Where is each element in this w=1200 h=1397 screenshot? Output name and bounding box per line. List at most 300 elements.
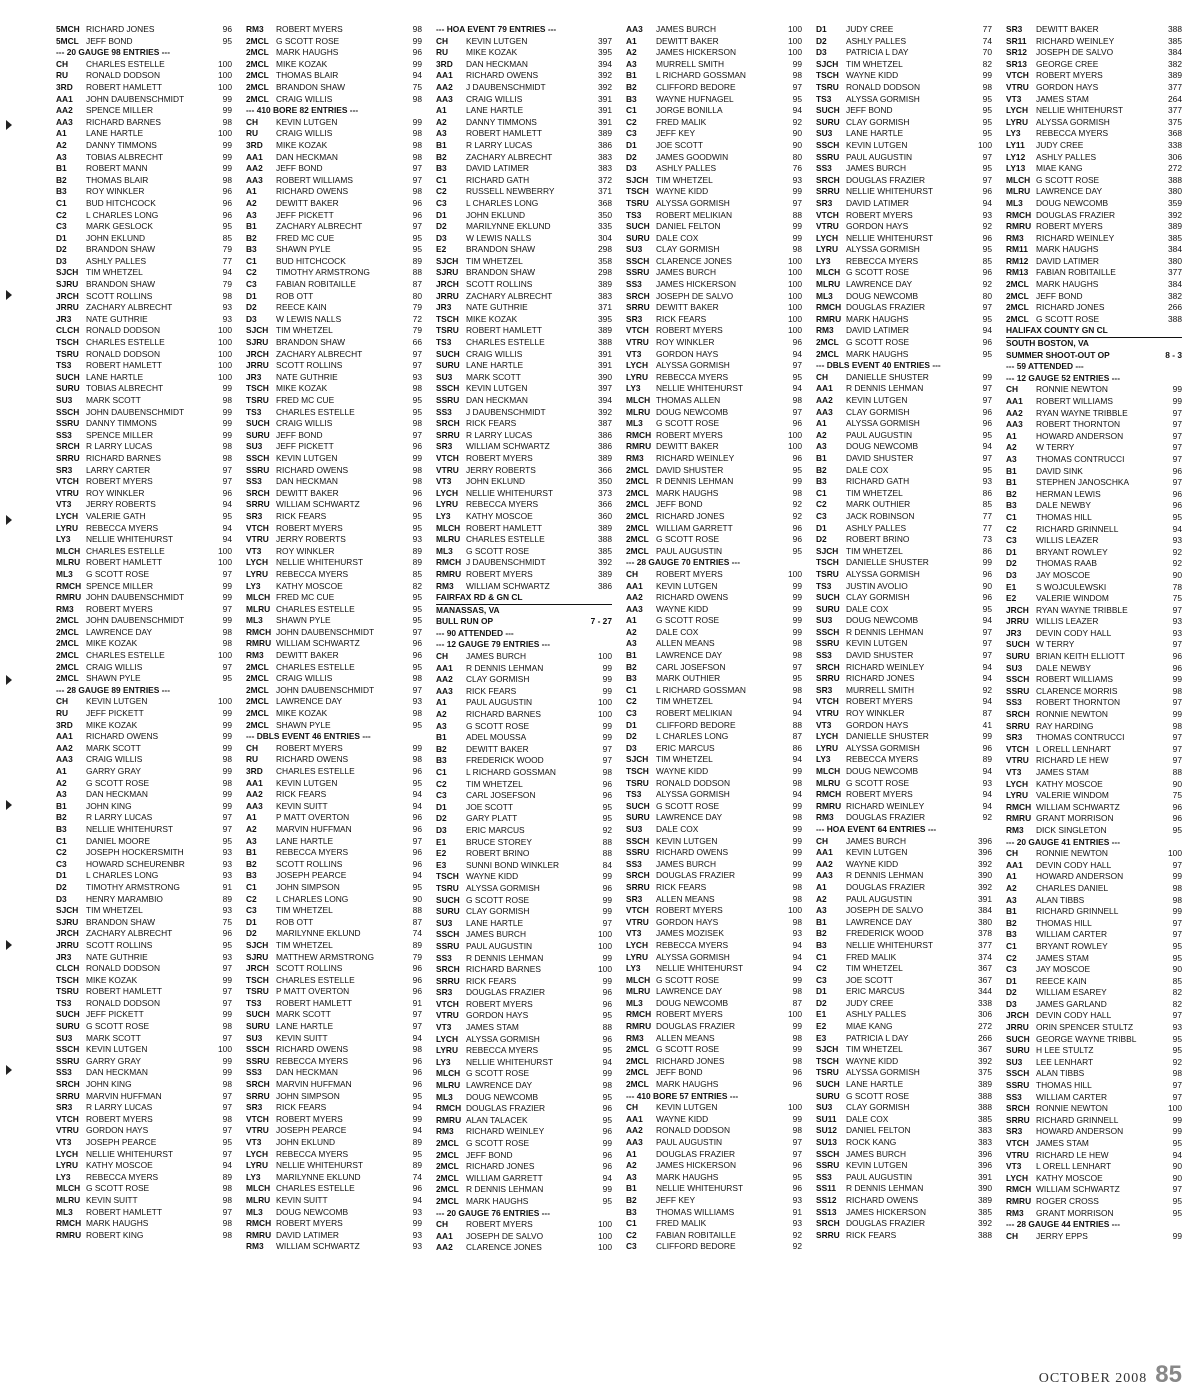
class-code: CH — [1006, 848, 1019, 859]
score: 98 — [222, 626, 232, 637]
result-row — [246, 430, 422, 442]
score: 95 — [792, 371, 802, 382]
shooter-name: ROBERT MYERS — [276, 1218, 343, 1229]
shooter-name: NELLIE WHITEHURST — [86, 534, 174, 545]
score: 95 — [1172, 940, 1182, 951]
shooter-name: JAMES BURCH — [466, 651, 527, 662]
class-code: 2MCL — [436, 1184, 459, 1195]
score: 98 — [1172, 882, 1182, 893]
class-code: A3 — [1006, 453, 1017, 464]
class-code: LYRU — [626, 371, 649, 382]
class-code: B2 — [56, 174, 67, 185]
shooter-name: JEFF BOND — [846, 105, 893, 116]
score: 98 — [412, 128, 422, 139]
result-row — [246, 836, 422, 848]
shooter-name: ROBERT MYERS — [86, 476, 153, 487]
result-row — [436, 291, 612, 303]
class-code: C2 — [1006, 523, 1017, 534]
shooter-name: WILLIAM ESAREY — [1036, 987, 1107, 998]
shooter-name: JERRY ROBERTS — [276, 534, 346, 545]
result-row — [816, 604, 992, 616]
score: 95 — [412, 1090, 422, 1101]
score: 371 — [598, 302, 612, 313]
score: 89 — [412, 557, 422, 568]
shooter-name: L CHARLES LONG — [276, 893, 349, 904]
result-row — [56, 441, 232, 453]
score: 94 — [792, 754, 802, 765]
shooter-name: MARK HAUGHS — [656, 1171, 719, 1182]
class-code: VTRU — [816, 221, 839, 232]
shooter-name: JOE SCOTT — [846, 974, 893, 985]
class-code: AA3 — [1006, 419, 1023, 430]
class-code: VT3 — [436, 476, 452, 487]
score: 99 — [602, 1184, 612, 1195]
score: 92 — [792, 116, 802, 127]
results-columns — [56, 24, 1182, 1354]
shooter-name: DEWITT BAKER — [1036, 24, 1099, 34]
score: 94 — [982, 441, 992, 452]
shooter-name: JOHN DAUBENSCHMIDT — [86, 615, 185, 626]
score: 335 — [598, 221, 612, 232]
class-code: LY3 — [436, 510, 451, 521]
shooter-name: KEVIN LUTGEN — [846, 395, 908, 405]
shooter-name: ROBERT WILLIAMS — [276, 174, 353, 185]
shooter-name: TIM WHETZEL — [846, 487, 903, 498]
result-row — [626, 291, 802, 303]
score: 95 — [1172, 952, 1182, 963]
score: 394 — [598, 58, 612, 69]
score: 386 — [598, 139, 612, 150]
shooter-name: JOHN KING — [86, 1079, 132, 1090]
score: 96 — [982, 337, 992, 348]
score: 99 — [792, 766, 802, 776]
score: 89 — [412, 939, 422, 950]
score: 95 — [602, 1010, 612, 1021]
result-row — [626, 47, 802, 59]
score: 97 — [222, 963, 232, 974]
class-code: E2 — [1006, 593, 1017, 604]
score: 93 — [792, 928, 802, 939]
class-code: VTRU — [816, 708, 839, 719]
result-row — [816, 778, 992, 790]
score: 385 — [1168, 232, 1182, 243]
class-code: VTCH — [1006, 70, 1029, 81]
shooter-name: RICHARD WEINLEY — [1036, 232, 1115, 243]
result-row — [816, 975, 992, 987]
class-code: ML3 — [436, 545, 453, 556]
shooter-name: FABIAN ROBITAILLE — [1036, 267, 1116, 278]
shooter-name: JORGE BONILLA — [656, 105, 723, 116]
class-code: LYCH — [56, 1148, 79, 1159]
result-row — [246, 244, 422, 256]
score: 85 — [982, 255, 992, 266]
score: 94 — [982, 615, 992, 626]
result-row — [246, 24, 422, 36]
result-row — [816, 1091, 992, 1103]
shooter-name: STEPHEN JANOSCHKA — [1036, 477, 1130, 488]
class-code: RMRU — [1006, 221, 1032, 232]
shooter-name: ROBERT MANN — [86, 163, 148, 174]
score: 97 — [1172, 697, 1182, 708]
score: 97 — [412, 1009, 422, 1020]
class-code: SUCH — [246, 1009, 270, 1020]
score: 96 — [792, 522, 802, 533]
result-row — [626, 731, 802, 743]
score: 96 — [412, 858, 422, 869]
class-code: CH — [626, 1102, 639, 1113]
result-row — [56, 592, 232, 604]
class-code: 2MCL — [56, 673, 79, 684]
result-row — [1006, 408, 1182, 420]
class-code: D1 — [626, 139, 637, 150]
class-code: B1 — [816, 916, 827, 927]
result-row — [56, 221, 232, 233]
score: 98 — [222, 174, 232, 185]
result-row — [1006, 1126, 1182, 1138]
class-code: SR3 — [1006, 24, 1023, 34]
result-row — [56, 789, 232, 801]
class-code: 2MCL — [246, 35, 269, 46]
result-row — [626, 1149, 802, 1161]
result-row — [56, 604, 232, 616]
shooter-name: ROBERT HAMLETT — [86, 557, 163, 568]
shooter-name: DANNY TIMMONS — [86, 139, 157, 150]
shooter-name: ERIC MARCUS — [466, 824, 525, 835]
score: 92 — [792, 1229, 802, 1240]
score: 366 — [598, 499, 612, 510]
shooter-name: RICHARD JONES — [846, 673, 915, 684]
result-row — [246, 1079, 422, 1091]
class-code: VT3 — [626, 928, 642, 939]
shooter-name: TIM WHETZEL — [86, 905, 143, 916]
class-code: SR3 — [1006, 1126, 1023, 1137]
shooter-name: MARK SCOTT — [86, 395, 141, 405]
result-row — [56, 743, 232, 755]
score: 95 — [412, 603, 422, 614]
score: 94 — [792, 696, 802, 707]
score: 395 — [598, 313, 612, 324]
class-code: CH — [436, 35, 449, 46]
result-row — [246, 221, 422, 233]
score: 98 — [222, 1183, 232, 1194]
result-row — [56, 1149, 232, 1161]
shooter-name: KATHY MOSCOE — [276, 580, 343, 591]
binding-mark-icon — [6, 290, 12, 300]
result-row — [1006, 291, 1182, 303]
class-code: RM3 — [1006, 1207, 1024, 1218]
shooter-name: TIM WHETZEL — [466, 778, 523, 789]
score: 95 — [1172, 1195, 1182, 1206]
class-code: A2 — [1006, 442, 1017, 453]
result-row — [816, 1137, 992, 1149]
result-row — [246, 952, 422, 964]
shooter-name: CHARLES ESTELLE — [276, 974, 355, 985]
score: 98 — [222, 395, 232, 405]
score: 96 — [602, 998, 612, 1009]
shooter-name: CHARLES ESTELLE — [276, 1183, 355, 1194]
class-code: LY3 — [246, 580, 261, 591]
result-row — [1006, 605, 1182, 617]
class-code: LYRU — [436, 1045, 459, 1056]
class-code: SRCH — [1006, 709, 1030, 720]
score: 96 — [982, 418, 992, 429]
result-row — [1006, 674, 1182, 686]
shooter-name: DOUGLAS FRAZIER — [846, 302, 926, 313]
class-code: 2MCL — [246, 719, 269, 730]
result-row — [56, 1218, 232, 1230]
shooter-name: KEVIN LUTGEN — [656, 580, 718, 591]
result-row — [436, 337, 612, 349]
result-row — [816, 952, 992, 964]
shooter-name: ROBERT WILLIAMS — [1036, 396, 1113, 406]
shooter-name: LANE HARTLE — [846, 128, 904, 139]
score: 386 — [598, 580, 612, 591]
shooter-name: DOUG NEWCOMB — [846, 441, 919, 452]
result-row — [626, 1218, 802, 1230]
result-row — [1006, 1010, 1182, 1022]
result-row — [816, 812, 992, 824]
result-row — [56, 59, 232, 71]
score: 90 — [1172, 1172, 1182, 1183]
shooter-name: LAWRENCE DAY — [846, 279, 913, 290]
shooter-name: DALE NEWBY — [1036, 662, 1091, 673]
shooter-name: JEFF KEY — [656, 128, 696, 139]
result-row — [56, 754, 232, 766]
result-row — [816, 82, 992, 94]
score: 98 — [1172, 720, 1182, 731]
result-row — [816, 163, 992, 175]
class-code: CH — [246, 116, 259, 127]
class-code: TSRU — [816, 568, 839, 579]
class-code: 3RD — [56, 719, 73, 730]
result-row — [816, 673, 992, 685]
shooter-name: WAYNE HUFNAGEL — [656, 93, 734, 104]
result-row — [246, 1195, 422, 1207]
result-row — [816, 1056, 992, 1068]
binding-mark-icon — [6, 675, 12, 685]
meet-heading — [436, 616, 612, 628]
shooter-name: RICHARD GRINNELL — [1036, 523, 1119, 534]
class-code: JRCH — [436, 279, 459, 290]
shooter-name: LAWRENCE DAY — [276, 696, 343, 707]
class-code: CH — [246, 742, 259, 753]
class-code: SS3 — [816, 163, 832, 174]
shooter-name: ASHLY PALLES — [656, 163, 717, 174]
shooter-name: R DENNIS LEHMAN — [466, 662, 544, 673]
class-code: C3 — [436, 197, 447, 208]
class-code: D1 — [436, 801, 447, 812]
result-row — [436, 686, 612, 698]
class-code: B1 — [626, 1183, 637, 1194]
result-row — [436, 941, 612, 953]
result-row — [436, 175, 612, 187]
score: 100 — [788, 1009, 802, 1020]
shooter-name: SPENCE MILLER — [86, 580, 154, 591]
shooter-name: BRANDON SHAW — [466, 267, 536, 278]
class-code: A3 — [246, 209, 257, 220]
result-row — [626, 824, 802, 836]
class-code: RU — [56, 708, 69, 719]
class-code: AA3 — [436, 685, 453, 696]
class-code: B1 — [246, 221, 257, 232]
class-code: 2MCL — [626, 534, 649, 545]
class-code: MLCH — [436, 522, 461, 533]
class-code: SU12 — [816, 1125, 837, 1136]
result-row — [626, 569, 802, 581]
result-row — [1006, 1161, 1182, 1173]
result-row — [816, 325, 992, 337]
class-code: B1 — [56, 800, 67, 811]
score: 41 — [982, 719, 992, 730]
score: 100 — [218, 557, 232, 568]
class-code: LY3 — [816, 255, 831, 266]
score: 93 — [1172, 627, 1182, 638]
score: 99 — [792, 221, 802, 232]
shooter-name: ALYSSA GORMISH — [846, 93, 920, 104]
score: 97 — [792, 360, 802, 371]
score: 93 — [792, 1194, 802, 1205]
score: 383 — [598, 151, 612, 162]
result-row — [436, 105, 612, 117]
result-row — [436, 918, 612, 930]
result-row — [246, 1137, 422, 1149]
class-code: SSRU — [246, 464, 270, 475]
class-code: C3 — [1006, 964, 1017, 975]
result-row — [246, 534, 422, 546]
shooter-name: FRED MC CUE — [276, 232, 335, 243]
class-code: SJCH — [816, 58, 839, 69]
class-code: AA3 — [56, 754, 73, 765]
result-row — [56, 407, 232, 419]
class-code: RM3 — [1006, 232, 1024, 243]
class-code: RMCH — [1006, 801, 1032, 812]
score: 94 — [602, 1056, 612, 1067]
shooter-name: WAYNE KIDD — [656, 186, 709, 197]
class-code: SS3 — [436, 406, 452, 417]
result-row — [56, 894, 232, 906]
result-row — [246, 801, 422, 813]
result-row — [246, 1033, 422, 1045]
score: 99 — [602, 685, 612, 696]
result-row — [1006, 477, 1182, 489]
score: 99 — [792, 186, 802, 197]
shooter-name: CHARLES ESTELLE — [466, 534, 545, 545]
score: 99 — [1172, 871, 1182, 882]
score: 95 — [222, 1137, 232, 1147]
shooter-name: ALYSSA GORMISH — [1036, 116, 1110, 127]
score: 95 — [412, 592, 422, 603]
result-row — [1006, 1115, 1182, 1127]
class-code: 2MCL — [626, 476, 649, 487]
score: 92 — [792, 1241, 802, 1252]
shooter-name: JAMES BURCH — [846, 835, 907, 846]
result-row — [816, 198, 992, 210]
class-code: MLCH — [56, 545, 81, 556]
result-row — [436, 47, 612, 59]
class-code: E1 — [1006, 581, 1017, 592]
result-row — [626, 210, 802, 222]
meet-date: 7 - 27 — [590, 616, 612, 627]
result-row — [246, 708, 422, 720]
score: 97 — [222, 823, 232, 834]
score: 96 — [222, 186, 232, 197]
class-code: B2 — [1006, 488, 1017, 499]
class-code: VTRU — [1006, 1149, 1029, 1160]
class-code: SJCH — [816, 1044, 839, 1055]
score: 99 — [1172, 709, 1182, 720]
class-code: SSRU — [1006, 1080, 1030, 1091]
result-row — [436, 279, 612, 291]
results-column — [436, 24, 612, 1354]
class-code: D1 — [436, 209, 447, 220]
class-code: SRRU — [626, 881, 650, 892]
shooter-name: ROBERT MYERS — [656, 905, 723, 916]
result-row — [626, 801, 802, 813]
result-row — [436, 523, 612, 535]
result-row — [246, 36, 422, 48]
shooter-name: SCOTT ROLLINS — [276, 858, 343, 869]
score: 385 — [598, 545, 612, 556]
score: 94 — [792, 383, 802, 394]
issue-date: OCTOBER 2008 — [1038, 1371, 1148, 1386]
shooter-name: SCOTT ROLLINS — [466, 279, 533, 290]
shooter-name: JOSEPH DE SALVO — [656, 290, 734, 301]
score: 96 — [1172, 651, 1182, 662]
shooter-name: WILLIAM GARRETT — [656, 522, 733, 533]
result-row — [1006, 117, 1182, 129]
shooter-name: G SCOTT ROSE — [1036, 313, 1100, 324]
shooter-name: LANE HARTLE — [86, 371, 144, 382]
shooter-name: THOMAS ALLEN — [656, 395, 721, 405]
result-row — [56, 152, 232, 164]
score: 95 — [412, 244, 422, 255]
result-row — [1006, 233, 1182, 245]
result-row — [816, 47, 992, 59]
shooter-name: DEWITT BAKER — [276, 487, 339, 498]
result-row — [436, 117, 612, 129]
class-code: A2 — [816, 893, 827, 904]
result-row — [626, 836, 802, 848]
class-code: SJCH — [246, 939, 269, 950]
score: 98 — [1172, 685, 1182, 696]
shooter-name: SPENCE MILLER — [86, 105, 154, 116]
score: 95 — [412, 232, 422, 243]
class-code: SRRU — [816, 673, 840, 684]
score: 396 — [978, 1160, 992, 1171]
shooter-name: GORDON HAYS — [86, 1125, 149, 1136]
score: 98 — [222, 452, 232, 463]
result-row — [816, 488, 992, 500]
result-row — [1006, 582, 1182, 594]
result-row — [626, 882, 802, 894]
score: 95 — [982, 105, 992, 116]
class-code: SR3 — [246, 1102, 263, 1113]
class-code: SRRU — [436, 429, 460, 440]
class-code: SJCH — [56, 267, 79, 278]
score: 87 — [792, 997, 802, 1008]
class-code: C1 — [436, 767, 447, 777]
class-code: TSCH — [56, 337, 79, 348]
result-row — [626, 778, 802, 790]
result-row — [626, 152, 802, 164]
result-row — [246, 1172, 422, 1184]
shooter-name: KEVIN LUTGEN — [466, 383, 528, 394]
class-code: SURU — [816, 1090, 840, 1101]
shooter-name: JUDY CREE — [846, 24, 894, 34]
score: 93 — [412, 371, 422, 382]
score: 79 — [222, 244, 232, 255]
shooter-name: KEVIN LUTGEN — [846, 847, 908, 858]
